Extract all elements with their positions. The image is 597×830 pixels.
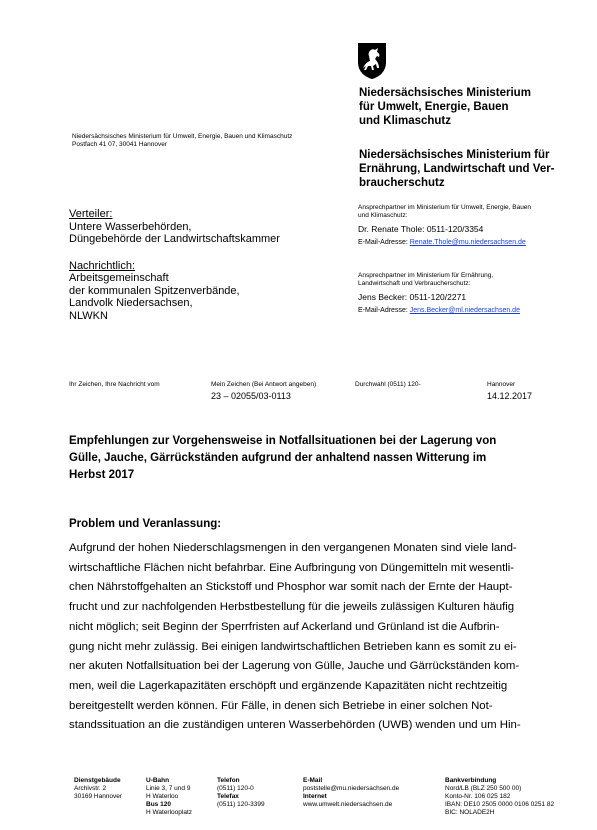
body-line: Aufgrund der hohen Niederschlagsmengen in den vergangenen Monaten sind viele land- bbox=[69, 542, 517, 554]
ort-label: Hannover bbox=[487, 381, 516, 388]
ministry-ml-line: braucherschutz bbox=[359, 177, 445, 189]
mein-zeichen-label: Mein Zeichen (Bei Antwort angeben) bbox=[211, 381, 317, 388]
section-heading: Problem und Veranlassung: bbox=[69, 518, 222, 530]
nachrichtlich-line: Arbeitsgemeinschaft bbox=[69, 272, 169, 284]
lower-saxony-horse-crest-icon bbox=[357, 42, 387, 80]
contact-mu-caption: Ansprechpartner im Ministerium für Umwelt, Energie, Bauen bbox=[358, 204, 532, 211]
verteiler-line: Untere Wasserbehörden, bbox=[69, 220, 192, 233]
subject-line: Gülle, Jauche, Gärrückständen aufgrund der anhaltend nassen Witterung im bbox=[69, 452, 487, 464]
footer-line: Linie 3, 7 und 9 bbox=[146, 785, 191, 792]
footer-line: 30169 Hannover bbox=[74, 793, 123, 800]
sender-line-1: Niedersächsisches Ministerium für Umwelt, Energie, Bauen und Klimaschutz bbox=[72, 133, 293, 140]
body-line: frucht und zur nachfolgenden Herbstbestellung für die jeweils zulässigen Kulturen häufig bbox=[69, 601, 515, 614]
footer-bank bbox=[445, 777, 554, 817]
body-line: wirtschaftliche Flächen nicht befahrbar. Eine Aufbringung von Düngemitteln mit wesentli- bbox=[69, 561, 515, 574]
ministry-mu-line: und Klimaschutz bbox=[359, 115, 452, 127]
footer-line: www.umwelt.niedersachsen.de bbox=[303, 801, 393, 808]
footer-line: poststelle@mu.niedersachsen.de bbox=[303, 785, 400, 792]
footer-line: H Waterloo bbox=[146, 793, 179, 800]
footer-line: (0511) 120-3399 bbox=[217, 801, 265, 808]
footer-line: (0511) 120-0 bbox=[217, 785, 254, 792]
nachrichtlich-line: der kommunalen Spitzenverbände, bbox=[69, 284, 240, 297]
contact-ml-email-row bbox=[358, 306, 520, 316]
contact-mu-name: Dr. Renate Thole: 0511-120/3354 bbox=[358, 224, 484, 234]
contact-mu-caption: und Klimaschutz: bbox=[358, 212, 408, 219]
sender-address-line bbox=[72, 133, 292, 149]
subject-line: Empfehlungen zur Vorgehensweise in Notfallsituationen bei der Lagerung von bbox=[69, 435, 497, 447]
footer-line: Nord/LB (BLZ 250 500 00) bbox=[445, 785, 522, 792]
footer-line: Archivstr. 2 bbox=[74, 785, 107, 792]
ministry-mu-heading bbox=[359, 86, 531, 128]
footer-title: Bus 120 bbox=[146, 801, 171, 808]
recipients-block bbox=[69, 208, 280, 322]
contact-mu-block bbox=[358, 204, 531, 248]
ministry-ml-line: Ernährung, Landwirtschaft und Ver- bbox=[359, 163, 555, 175]
body-line: nicht möglich; seit Beginn der Sperrfristen auf Ackerland und Grünland ist die Aufbrin- bbox=[69, 620, 500, 633]
contact-mu-email-label: E-Mail-Adresse: bbox=[358, 239, 408, 246]
body-line: ner akuten Notfallsituation bei der Lagerung von Gülle, Jauche und Gärrückständen kom- bbox=[69, 660, 520, 673]
body-line: men, weil die Lagerkapazitäten erschöpft und ergänzende Kapazitäten nicht rechtzeitig bbox=[69, 679, 508, 692]
footer-line: IBAN: DE10 2505 0000 0106 0251 82 bbox=[445, 801, 555, 808]
footer-line: H Waterlooplatz bbox=[146, 809, 192, 816]
subject-line: Herbst 2017 bbox=[69, 469, 135, 481]
footer-line: BIC: NOLADE2H bbox=[445, 809, 495, 816]
ministry-mu-line: Niedersächsisches Ministerium bbox=[359, 87, 531, 99]
ministry-mu-line: für Umwelt, Energie, Bauen bbox=[359, 101, 509, 113]
nachrichtlich-line: NLWKN bbox=[69, 309, 108, 322]
ihr-zeichen-label: Ihr Zeichen, Ihre Nachricht vom bbox=[69, 381, 160, 388]
footer-title: E-Mail bbox=[303, 777, 323, 784]
verteiler-line: Düngebehörde der Landwirtschaftskammer bbox=[69, 233, 280, 245]
body-line: bereitgestellt werden können. Für Fälle, in denen sich Betriebe in einer solchen Not- bbox=[69, 699, 493, 712]
footer-title: Internet bbox=[303, 793, 327, 800]
mein-zeichen-value: 23 – 02055/03-0113 bbox=[211, 391, 291, 401]
nachrichtlich-label: Nachrichtlich: bbox=[69, 259, 136, 272]
contact-ml-caption: Ansprechpartner im Ministerium für Ernährung, bbox=[358, 272, 494, 279]
footer-title: U-Bahn bbox=[146, 777, 170, 784]
contact-mu-email-link[interactable]: Renate.Thole@mu.niedersachsen.de bbox=[409, 239, 526, 246]
contact-ml-name: Jens Becker: 0511-120/2271 bbox=[358, 292, 467, 302]
body-line: gung nicht mehr zulässig. Bei einigen landwirtschaftlichen Betrieben kann es somit zu ei- bbox=[69, 640, 517, 653]
footer-line: Konto-Nr. 106 025 182 bbox=[445, 793, 511, 800]
sender-line-2: Postfach 41 07, 30041 Hannover bbox=[72, 141, 168, 148]
footer-title: Bankverbindung bbox=[445, 777, 497, 784]
body-line: standssituation an die zuständigen unteren Wasserbehörden (UWB) wenden und um Hin- bbox=[69, 719, 521, 732]
footer-ubahn bbox=[146, 777, 192, 817]
body-line: chen Nährstoffgehalten an Stickstoff und Phosphor war somit nach der Ernte der Haupt- bbox=[69, 581, 513, 594]
contact-mu-email-row bbox=[358, 238, 531, 248]
footer-title: Telefax bbox=[217, 793, 239, 800]
footer-title: Telefon bbox=[217, 777, 240, 784]
contact-ml-caption: Landwirtschaft und Verbraucherschutz: bbox=[358, 280, 471, 287]
contact-ml-email-label: E-Mail-Adresse: bbox=[358, 307, 408, 314]
durchwahl-label: Durchwahl (0511) 120- bbox=[355, 381, 421, 388]
nachrichtlich-line: Landvolk Niedersachsen, bbox=[69, 297, 193, 309]
footer-telefon bbox=[217, 777, 265, 809]
body-paragraph bbox=[69, 539, 521, 736]
ministry-ml-line: Niedersächsisches Ministerium für bbox=[359, 149, 550, 161]
footer-dienstgebaeude bbox=[74, 777, 122, 801]
ministry-ml-heading bbox=[359, 148, 555, 190]
contact-ml-email-link[interactable]: Jens.Becker@ml.niedersachsen.de bbox=[409, 307, 520, 314]
verteiler-label: Verteiler: bbox=[69, 208, 113, 220]
subject-heading bbox=[69, 433, 496, 484]
date-value: 14.12.2017 bbox=[487, 391, 533, 401]
footer-title: Dienstgebäude bbox=[74, 777, 121, 784]
contact-ml-block bbox=[358, 272, 520, 316]
footer-email bbox=[303, 777, 399, 809]
